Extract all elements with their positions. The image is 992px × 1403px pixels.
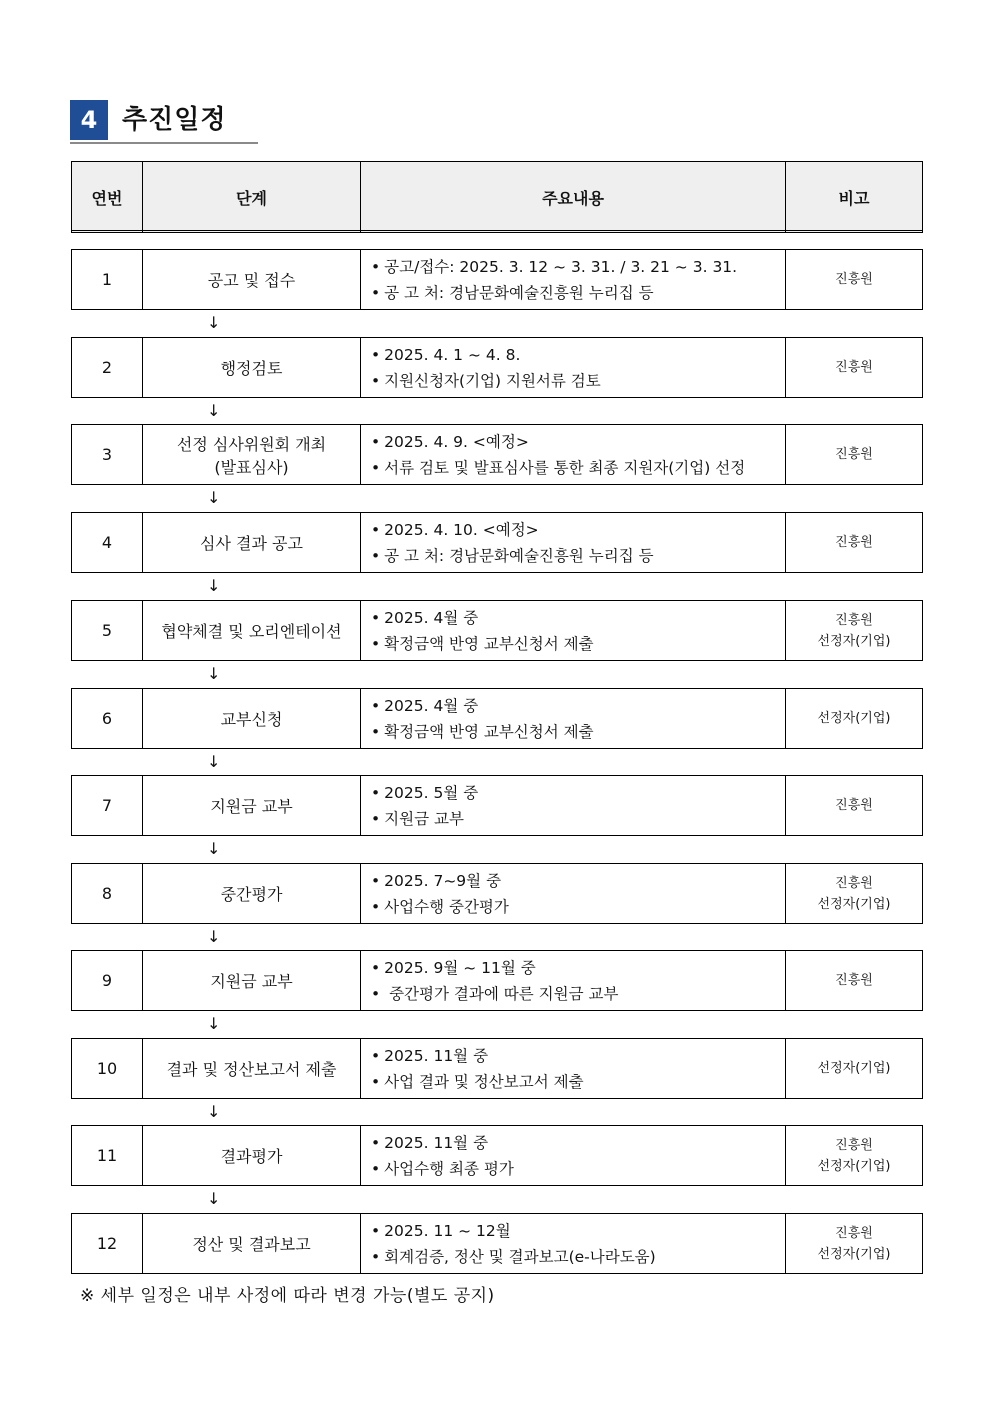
- note-line: 선정자(기업): [817, 1246, 891, 1262]
- step-row: [71, 688, 923, 749]
- bullet-icon: •: [371, 608, 381, 627]
- step-note: [786, 1126, 923, 1186]
- step-note: [786, 776, 923, 836]
- bullet-icon: •: [371, 1072, 381, 1091]
- content-text: 사업 결과 및 정산보고서 제출: [384, 1072, 584, 1091]
- down-arrow-icon: ↓: [207, 752, 221, 771]
- content-text: 확정금액 반영 교부신청서 제출: [384, 722, 594, 741]
- content-text: 2025. 4. 10. <예정>: [384, 520, 539, 539]
- step-no: 5: [72, 601, 143, 661]
- content-text: 지원신청자(기업) 지원서류 검토: [384, 371, 601, 390]
- content-line: [371, 1244, 784, 1270]
- bullet-icon: •: [371, 897, 381, 916]
- note-line: 진흥원: [835, 875, 873, 891]
- content-text: 2025. 9월 ~ 11월 중: [384, 958, 536, 977]
- step-row: [71, 950, 923, 1011]
- bullet-icon: •: [371, 871, 381, 890]
- step-note: [786, 425, 923, 485]
- step-content: [361, 425, 786, 485]
- content-line: [371, 543, 784, 569]
- content-text: 2025. 11월 중: [384, 1046, 489, 1065]
- step-content: [361, 1126, 786, 1186]
- content-text: 2025. 11 ~ 12월: [384, 1221, 511, 1240]
- note-line: 선정자(기업): [817, 1158, 891, 1174]
- step-content: [361, 338, 786, 398]
- note-line: 진흥원: [835, 798, 873, 813]
- note-line: 진흥원: [835, 612, 873, 628]
- content-text: 공고/접수: 2025. 3. 12 ~ 3. 31. / 3. 21 ~ 3. 31.: [384, 257, 738, 276]
- step-stage: [143, 951, 361, 1011]
- bullet-icon: •: [371, 696, 381, 715]
- content-line: [371, 894, 784, 920]
- stage-line: (발표심사): [214, 457, 289, 477]
- content-line: [371, 719, 784, 745]
- stage-line: 심사 결과 공고: [200, 534, 303, 553]
- bullet-icon: •: [371, 722, 381, 741]
- content-text: 지원금 교부: [384, 809, 464, 828]
- step-no: 6: [72, 689, 143, 749]
- bullet-icon: •: [371, 1221, 381, 1240]
- bullet-icon: •: [371, 1159, 381, 1178]
- header-no: 연번: [72, 162, 143, 233]
- step-row: [71, 863, 923, 924]
- step-content: [361, 776, 786, 836]
- note-line: 선정자(기업): [817, 896, 891, 912]
- down-arrow-icon: ↓: [207, 488, 221, 507]
- content-line: [371, 1156, 784, 1182]
- bullet-icon: •: [371, 546, 381, 565]
- bullet-icon: •: [371, 783, 381, 802]
- bullet-icon: •: [371, 371, 381, 390]
- down-arrow-icon: ↓: [207, 664, 221, 683]
- content-line: [371, 868, 784, 894]
- step-no: 1: [72, 250, 143, 310]
- bullet-icon: •: [371, 458, 381, 477]
- step-content: [361, 864, 786, 924]
- header-divider: [71, 230, 922, 233]
- step-row: [71, 1038, 923, 1099]
- content-text: 공 고 처: 경남문화예술진흥원 누리집 등: [384, 546, 654, 565]
- step-content: [361, 513, 786, 573]
- step-stage: [143, 1039, 361, 1099]
- content-line: [371, 1218, 784, 1244]
- note-line: 선정자(기업): [817, 1061, 891, 1076]
- note-line: 진흥원: [835, 272, 873, 287]
- step-no: 2: [72, 338, 143, 398]
- content-line: [371, 806, 784, 832]
- section-title: 추진일정: [122, 105, 227, 135]
- content-line: [371, 342, 784, 368]
- content-line: [371, 955, 784, 981]
- step-note: [786, 513, 923, 573]
- content-line: [371, 1069, 784, 1095]
- note-line: 진흥원: [835, 447, 873, 462]
- content-line: [371, 1130, 784, 1156]
- bullet-icon: •: [371, 958, 381, 977]
- footnote: ※ 세부 일정은 내부 사정에 따라 변경 가능(별도 공지): [80, 1286, 495, 1306]
- header-content: 주요내용: [361, 162, 786, 233]
- step-note: [786, 1039, 923, 1099]
- stage-line: 공고 및 접수: [207, 271, 296, 290]
- step-note: [786, 250, 923, 310]
- bullet-icon: •: [371, 1046, 381, 1065]
- content-line: [371, 455, 784, 481]
- content-text: 2025. 4. 1 ~ 4. 8.: [384, 345, 521, 364]
- stage-line: 지원금 교부: [210, 797, 293, 816]
- step-row: [71, 1125, 923, 1186]
- note-line: 선정자(기업): [817, 711, 891, 726]
- content-text: 중간평가 결과에 따른 지원금 교부: [384, 984, 619, 1003]
- down-arrow-icon: ↓: [207, 401, 221, 420]
- step-stage: [143, 776, 361, 836]
- stage-line: 결과 및 정산보고서 제출: [166, 1060, 337, 1079]
- step-no: 8: [72, 864, 143, 924]
- step-stage: [143, 601, 361, 661]
- bullet-icon: •: [371, 984, 381, 1003]
- content-text: 회계검증, 정산 및 결과보고(e-나라도움): [384, 1247, 656, 1266]
- content-text: 2025. 7~9월 중: [384, 871, 502, 890]
- content-text: 확정금액 반영 교부신청서 제출: [384, 634, 594, 653]
- content-text: 사업수행 최종 평가: [384, 1159, 514, 1178]
- step-stage: [143, 250, 361, 310]
- step-stage: [143, 1126, 361, 1186]
- content-line: [371, 368, 784, 394]
- step-no: 11: [72, 1126, 143, 1186]
- content-text: 2025. 4월 중: [384, 696, 479, 715]
- step-row: [71, 249, 923, 310]
- bullet-icon: •: [371, 345, 381, 364]
- step-content: [361, 601, 786, 661]
- bullet-icon: •: [371, 1133, 381, 1152]
- step-stage: [143, 338, 361, 398]
- content-text: 2025. 4월 중: [384, 608, 479, 627]
- step-row: [71, 1213, 923, 1274]
- content-line: [371, 280, 784, 306]
- bullet-icon: •: [371, 432, 381, 451]
- stage-line: 행정검토: [220, 359, 283, 378]
- content-line: [371, 631, 784, 657]
- content-line: [371, 517, 784, 543]
- section-number: 4: [70, 100, 108, 140]
- header-note: 비고: [786, 162, 923, 233]
- step-row: [71, 775, 923, 836]
- step-no: 9: [72, 951, 143, 1011]
- down-arrow-icon: ↓: [207, 1102, 221, 1121]
- step-note: [786, 1214, 923, 1274]
- step-no: 3: [72, 425, 143, 485]
- bullet-icon: •: [371, 634, 381, 653]
- step-no: 4: [72, 513, 143, 573]
- note-line: 선정자(기업): [817, 633, 891, 649]
- stage-line: 선정 심사위원회 개최: [176, 434, 327, 454]
- content-text: 서류 검토 및 발표심사를 통한 최종 지원자(기업) 선정: [384, 458, 746, 477]
- step-note: [786, 338, 923, 398]
- step-row: [71, 512, 923, 573]
- stage-line: 교부신청: [220, 710, 283, 729]
- step-stage: [143, 864, 361, 924]
- note-line: 진흥원: [835, 360, 873, 375]
- step-no: 12: [72, 1214, 143, 1274]
- content-line: [371, 981, 784, 1007]
- note-line: 진흥원: [835, 535, 873, 550]
- step-stage: [143, 1214, 361, 1274]
- content-line: [371, 693, 784, 719]
- step-note: [786, 864, 923, 924]
- stage-line: 정산 및 결과보고: [192, 1235, 311, 1254]
- step-note: [786, 951, 923, 1011]
- content-line: [371, 254, 784, 280]
- bullet-icon: •: [371, 809, 381, 828]
- bullet-icon: •: [371, 257, 381, 276]
- step-content: [361, 951, 786, 1011]
- step-stage: [143, 425, 361, 485]
- note-line: 진흥원: [835, 973, 873, 988]
- step-note: [786, 689, 923, 749]
- section-heading: [70, 100, 258, 144]
- content-line: [371, 429, 784, 455]
- down-arrow-icon: ↓: [207, 576, 221, 595]
- step-no: 10: [72, 1039, 143, 1099]
- content-line: [371, 1043, 784, 1069]
- step-content: [361, 1039, 786, 1099]
- content-text: 공 고 처: 경남문화예술진흥원 누리집 등: [384, 283, 654, 302]
- step-row: [71, 600, 923, 661]
- schedule-header: [71, 161, 923, 233]
- content-line: [371, 605, 784, 631]
- step-row: [71, 424, 923, 485]
- content-line: [371, 780, 784, 806]
- bullet-icon: •: [371, 283, 381, 302]
- stage-line: 중간평가: [220, 885, 283, 904]
- bullet-icon: •: [371, 1247, 381, 1266]
- down-arrow-icon: ↓: [207, 839, 221, 858]
- bullet-icon: •: [371, 520, 381, 539]
- step-stage: [143, 513, 361, 573]
- down-arrow-icon: ↓: [207, 313, 221, 332]
- step-content: [361, 250, 786, 310]
- content-text: 2025. 11월 중: [384, 1133, 489, 1152]
- stage-line: 결과평가: [220, 1147, 283, 1166]
- step-row: [71, 337, 923, 398]
- content-text: 2025. 5월 중: [384, 783, 479, 802]
- down-arrow-icon: ↓: [207, 1189, 221, 1208]
- step-stage: [143, 689, 361, 749]
- step-no: 7: [72, 776, 143, 836]
- down-arrow-icon: ↓: [207, 1014, 221, 1033]
- stage-line: 협약체결 및 오리엔테이션: [161, 622, 342, 641]
- stage-line: 지원금 교부: [210, 972, 293, 991]
- note-line: 진흥원: [835, 1137, 873, 1153]
- content-text: 사업수행 중간평가: [384, 897, 509, 916]
- content-text: 2025. 4. 9. <예정>: [384, 432, 529, 451]
- down-arrow-icon: ↓: [207, 927, 221, 946]
- header-stage: 단계: [143, 162, 361, 233]
- step-note: [786, 601, 923, 661]
- note-line: 진흥원: [835, 1225, 873, 1241]
- step-content: [361, 1214, 786, 1274]
- step-content: [361, 689, 786, 749]
